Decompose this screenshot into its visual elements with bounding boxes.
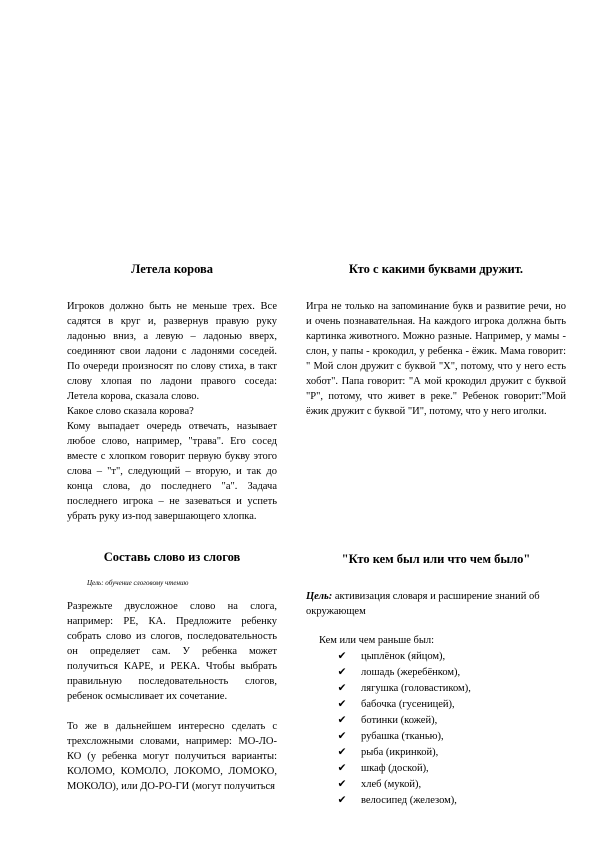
list-item-text: бабочка (гусеницей), [361, 699, 455, 710]
goal-label: Цель: [306, 591, 333, 602]
goal-note: Цель: обучение слоговому чтению [87, 579, 189, 587]
checkmark-icon: ✔ [337, 731, 347, 742]
list-item-text: цыплёнок (яйцом), [361, 651, 446, 662]
list-item [337, 649, 566, 665]
paragraph: Игра не только на запоминание букв и развитие речи, но и очень познавательная. На каждого игрока должна быть картинка животного. Можно разные. Например, у мамы - слон, у папы - крокодил, у ребенка - ёжик. Мама говорит: " Мой слон дружит с буквой "Х", потому, что у него есть хобот". Папа говорит: "А мой крокодил дружит с буквой "Р", потому, что живет в реке." Ребенок говорит:"Мой ёжик дружит с буквой "И", потому, что у него иголки. [306, 301, 566, 417]
section-title: Кто с какими буквами дружит. [348, 262, 524, 276]
paragraph: Кому выпадает очередь отвечать, называет любое слово, например, "трава". Его сосед вместе с хлопком говорит первую букву этого слова – "т", следующий – вторую, и так до конца слова, до последнего "а". Задача последнего игрока – не зазеваться и успеть убрать руку из-под завершающего хлопка. [67, 421, 277, 522]
goal [306, 589, 566, 619]
section-slovo-iz-slogov [67, 550, 277, 794]
list-item [337, 745, 566, 761]
paragraph: Игроков должно быть не меньше трех. Все садятся в круг и, развернув правую руку ладонью вниз, а левую – ладонью вверх, соединяют свои ладони с ладонями соседей. По очереди произносят по слову стиха, в такт слову хлопая по ладони правого соседа: Летела корова, сказала слово. [67, 301, 277, 402]
section-title: Летела корова [130, 262, 214, 276]
section-kto-kem-byl [306, 552, 566, 809]
checkmark-icon: ✔ [337, 683, 347, 694]
checkmark-icon: ✔ [337, 715, 347, 726]
goal-text: активизация словаря и расширение знаний об окружающем [306, 591, 540, 617]
list-item [337, 665, 566, 681]
list-item [337, 681, 566, 697]
list-intro: Кем или чем раньше был: [319, 635, 435, 646]
checkmark-icon: ✔ [337, 795, 347, 806]
section-bukvy-druzhat [306, 262, 566, 419]
paragraph: Какое слово сказала корова? [67, 406, 194, 417]
list-item-text: рубашка (тканью), [361, 731, 444, 742]
checkmark-icon: ✔ [337, 651, 347, 662]
list-item [337, 697, 566, 713]
paragraph: То же в дальнейшем интересно сделать с трехсложными словами, например: МО-ЛО-КО (у ребенка могут получиться варианты: КОЛОМО, КОМОЛО, ЛОКОМО, ЛОМОКО, МОКОЛО), или ДО-РО-ГИ (могут получиться [67, 721, 277, 792]
checkmark-icon: ✔ [337, 667, 347, 678]
checkmark-icon: ✔ [337, 747, 347, 758]
section-title: Составь слово из слогов [103, 550, 241, 564]
list-item-text: лошадь (жеребёнком), [361, 667, 461, 678]
list-item-text: велосипед (железом), [361, 795, 457, 806]
list-item-text: ботинки (кожей), [361, 715, 438, 726]
list-item-text: хлеб (мукой), [361, 779, 422, 790]
checkmark-icon: ✔ [337, 699, 347, 710]
item-list [337, 649, 566, 809]
list-item [337, 793, 566, 809]
list-item-text: шкаф (доской), [361, 763, 429, 774]
list-item [337, 761, 566, 777]
paragraph: Разрежьте двусложное слово на слога, например: РЕ, КА. Предложите ребенку собрать слово из слогов, последовательность он определяет сам. У ребенка может получиться КАРЕ, и РЕКА. Чтобы выбрать правильную последовательность слогов, ребенок осмысливает их сочетание. [67, 601, 277, 702]
list-item [337, 713, 566, 729]
checkmark-icon: ✔ [337, 779, 347, 790]
section-title: "Кто кем был или что чем было" [341, 552, 531, 566]
list-item [337, 729, 566, 745]
list-item [337, 777, 566, 793]
section-letela-korova [67, 262, 277, 524]
list-item-text: лягушка (головастиком), [361, 683, 471, 694]
list-item-text: рыба (икринкой), [361, 747, 439, 758]
checkmark-icon: ✔ [337, 763, 347, 774]
